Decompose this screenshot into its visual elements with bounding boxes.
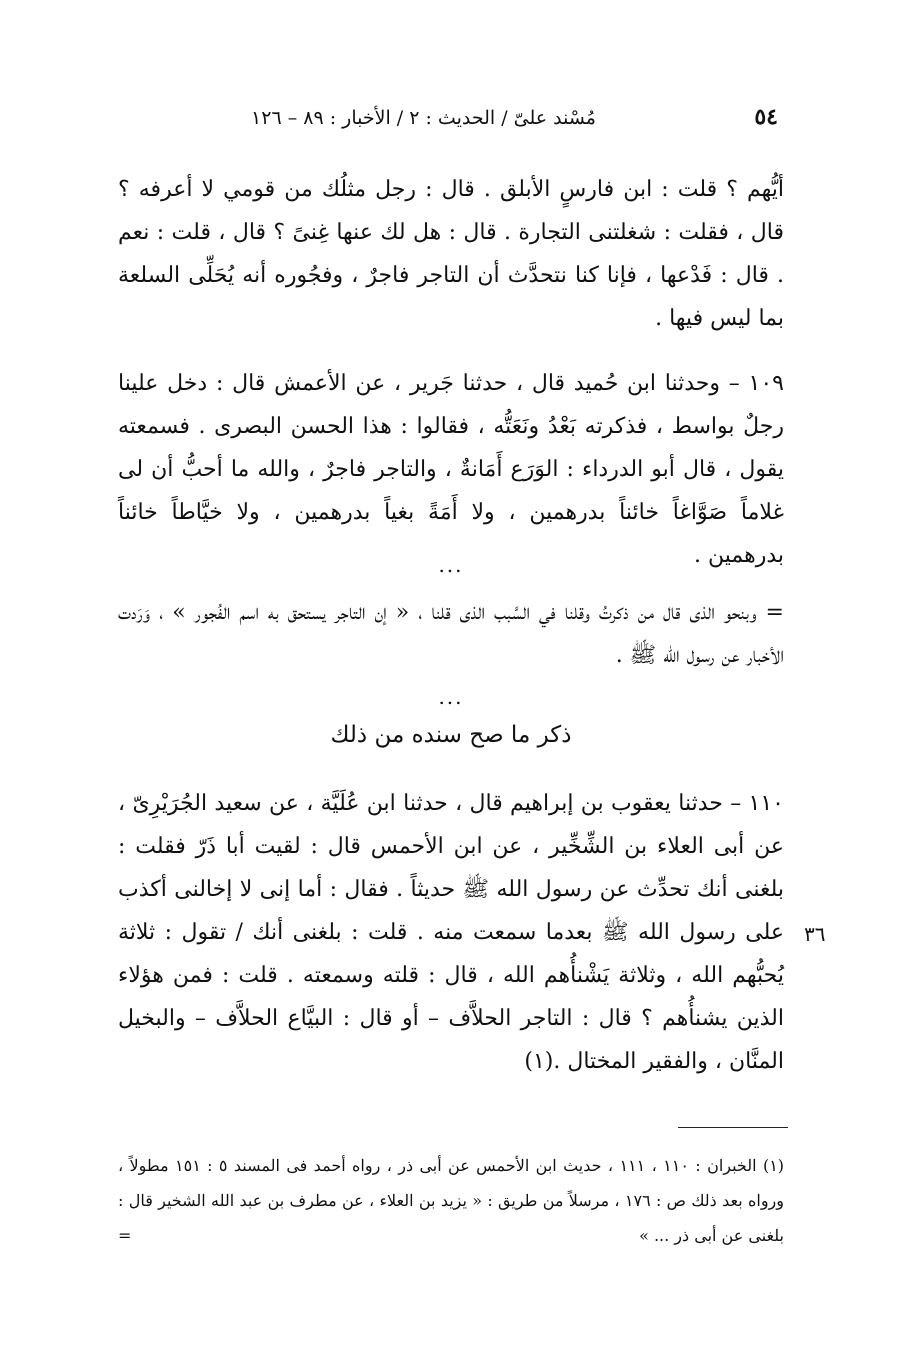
paragraph-hadith-110 <box>118 782 784 1083</box>
paragraph-commentary <box>118 591 784 677</box>
margin-page-marker: ٣٦ <box>804 922 826 946</box>
paragraph-hadith-109 <box>118 362 784 577</box>
paragraph-text: أيُّهم ؟ قلت : ابن فارسٍ الأبلق . قال : رجل مثلُك من قومي لا أعرفه ؟ قال ، فقلت : شغلتنى التجارة . قال : هل لك عنها غِنىً ؟ قال ، قلت : نعم . قال : فَدْعها ، فإنا كنا نتحدَّث أن التاجر فاجرٌ ، وفجُوره أنه يُحَلِّى السلعة بما ليس فيها . <box>118 177 784 331</box>
paragraph-text: = وبنحو الذى قال من ذكرتُ وقلنا في السَّبب الذى قلنا ، « إن التاجر يستحق به اسم الفُجور » ، وَرَدت الأخبار عن رسول الله ﷺ . <box>118 600 784 668</box>
paragraph-text: ١١٠ – حدثنا يعقوب بن إبراهيم قال ، حدثنا ابن عُلَيَّة ، عن سعيد الجُرَيْرِىّ ، عن أبى العلاء بن الشِّخِّير ، عن ابن الأحمس قال : لقيت أبا ذَرّ فقلت : بلغنى أنك تحدِّث عن رسول الله ﷺ حديثاً . فقال : أما إنى لا إخالنى أكذب على رسول الله ﷺ بعدما سمعت منه . قلت : بلغنى أنك / تقول : ثلاثة يُحبُّهم الله ، وثلاثة يَشْنأُهم الله ، قال : قلته وسمعته . قلت : فمن هؤلاء الذين يشنأُهم ؟ قال : التاجر الحلاَّف – أو قال : البيَّاع الحلاَّف – والبخيل المنَّان ، والفقير المختال .(١) <box>118 791 785 1074</box>
footnote-text: (١) الخبران : ١١٠ ، ١١١ ، حديث ابن الأحمس عن أبى ذر ، رواه أحمد فى المسند ٥ : ١٥١ مطولاً ، ورواه بعد ذلك ص : ١٧٦ ، مرسلاً من طريق : « يزيد بن العلاء ، عن مطرف بن عبد الله الشخير قال : بلغنى عن أبى ذر ... » <box>118 1156 785 1245</box>
footnotes <box>118 1148 784 1253</box>
paragraph-continuation <box>118 168 784 340</box>
running-header <box>251 104 778 134</box>
running-header-title: مُسْند علىّ / الحديث : ٢ / الأخبار : ٨٩ – ١٢٦ <box>251 107 596 129</box>
footnote-divider <box>678 1127 788 1128</box>
footnote-1 <box>118 1148 784 1253</box>
paragraph-text: ١٠٩ – وحدثنا ابن حُميد قال ، حدثنا جَرير ، عن الأعمش قال : دخل علينا رجلٌ بواسط ، فذكرته بَعْدُ ونَعَتُّه ، فقالوا : هذا الحسن البصرى . فسمعته يقول ، قال أبو الدرداء : الوَرَع أَمَانةٌ ، والتاجر فاجرٌ ، والله ما أحبُّ أن لى غلاماً صَوَّاغاً خائناً بدرهمين ، ولا أَمَةً بغياً بدرهمين ، ولا خيَّاطاً خائناً بدرهمين . <box>118 371 784 568</box>
ellipsis-separator: ... <box>438 685 464 709</box>
footnote-continuation-mark: = <box>118 1226 132 1245</box>
page-number: ٥٤ <box>754 104 778 130</box>
section-heading: ذكر ما صح سنده من ذلك <box>330 722 572 748</box>
ellipsis-separator: ... <box>438 553 464 577</box>
